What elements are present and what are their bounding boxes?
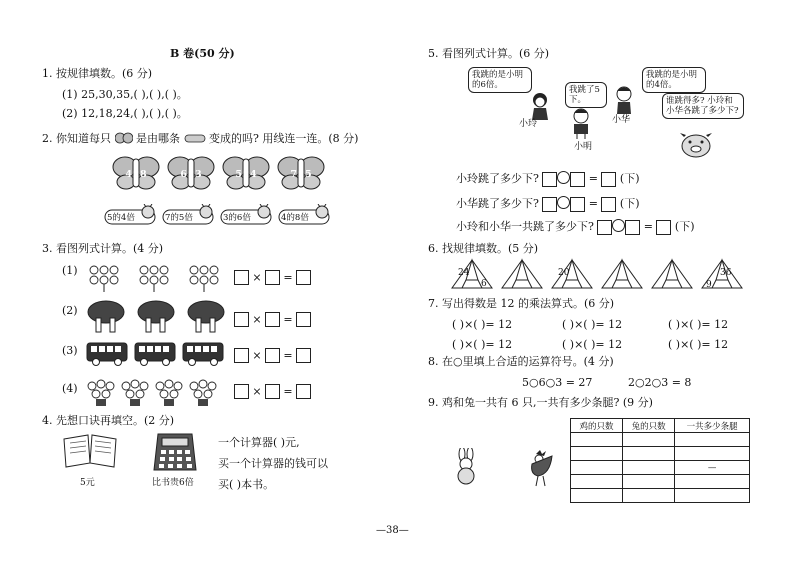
q3-row-label: (1)	[62, 264, 78, 277]
table-cell[interactable]	[623, 461, 675, 475]
q6-heading: 6. 找规律填数。(5 分)	[428, 242, 539, 255]
table-row	[571, 461, 750, 475]
equals-sign: =	[588, 197, 599, 210]
bus-group-icon	[86, 341, 226, 369]
table-cell[interactable]	[571, 461, 623, 475]
q7-item[interactable]: ( )×( )= 12	[562, 318, 623, 331]
equals-sign: =	[283, 349, 293, 362]
q8-equation[interactable]: 2○2○3 = 8	[628, 376, 692, 389]
q5-question: 小玲和小华一共跳了多少下?	[456, 220, 594, 233]
butterfly[interactable]	[222, 155, 270, 191]
caterpillar-icon	[184, 133, 206, 143]
caterpillar[interactable]	[162, 204, 216, 226]
table-cell[interactable]	[571, 489, 623, 503]
book-icon	[62, 433, 118, 471]
answer-box[interactable]	[570, 197, 585, 212]
q2-heading-b: 是由哪条	[136, 132, 180, 145]
answer-box[interactable]	[542, 172, 557, 187]
table-header: 兔的只数	[623, 419, 675, 433]
butterfly-icon	[115, 132, 133, 144]
q5-question-row	[456, 171, 640, 187]
book-price: 5元	[80, 478, 95, 488]
triangle-top-value[interactable]: 36	[720, 268, 732, 278]
table-cell[interactable]	[675, 475, 750, 489]
butterfly-label: 4×8	[125, 169, 147, 180]
q3-equation	[234, 384, 311, 399]
speech-bubble: 谁跳得多? 小玲和小华各跳了多少下?	[662, 93, 744, 119]
q5-question: 小华跳了多少下?	[456, 197, 539, 210]
triangle-left-value[interactable]: 24	[458, 268, 470, 278]
q4-heading: 4. 先想口诀再填空。(2 分)	[42, 414, 175, 427]
flower-group-icon	[86, 262, 226, 294]
unit-label: (下)	[619, 172, 640, 185]
page-number: —38—	[376, 525, 409, 536]
butterfly[interactable]	[112, 155, 160, 191]
calculator-caption: 比书贵6倍	[152, 478, 194, 488]
q4-text-line: 买( )本书。	[218, 478, 275, 491]
table-row	[571, 433, 750, 447]
q3-heading: 3. 看图列式计算。(4 分)	[42, 242, 164, 255]
answer-box[interactable]	[265, 348, 280, 363]
table-cell[interactable]: —	[675, 461, 750, 475]
caterpillar-label: 3的6倍	[223, 213, 251, 223]
times-sign: ×	[252, 385, 262, 398]
operator-circle[interactable]	[557, 171, 570, 184]
answer-box[interactable]	[597, 220, 612, 235]
unit-label: (下)	[619, 197, 640, 210]
q7-item[interactable]: ( )×( )= 12	[452, 338, 513, 351]
answer-box[interactable]	[265, 312, 280, 327]
q1-line-2: (2) 12,18,24,( ),( ),( )。	[62, 107, 188, 120]
answer-box[interactable]	[601, 172, 616, 187]
answer-box[interactable]	[296, 312, 311, 327]
q5-question: 小玲跳了多少下?	[456, 172, 539, 185]
answer-box[interactable]	[656, 220, 671, 235]
table-cell[interactable]	[675, 489, 750, 503]
triangle-right-value[interactable]: 6	[481, 279, 487, 289]
q3-row-label: (4)	[62, 382, 78, 395]
equals-sign: =	[283, 271, 293, 284]
q3-equation	[234, 312, 311, 327]
butterfly-label: 5×4	[235, 169, 257, 180]
triangle-left-value[interactable]: 20	[558, 268, 570, 278]
chicken-rabbit-table	[570, 418, 750, 503]
table-cell[interactable]	[571, 447, 623, 461]
answer-box[interactable]	[265, 270, 280, 285]
answer-box[interactable]	[542, 197, 557, 212]
answer-box[interactable]	[601, 197, 616, 212]
table-cell[interactable]	[571, 433, 623, 447]
q5-question-row	[456, 196, 640, 212]
speech-bubble: 我跳了5下。	[565, 82, 607, 108]
times-sign: ×	[252, 271, 262, 284]
table-cell[interactable]	[571, 475, 623, 489]
q7-item[interactable]: ( )×( )= 12	[668, 318, 729, 331]
caterpillar-label: 4的8倍	[281, 213, 309, 223]
q2-heading	[42, 132, 358, 146]
q8-heading: 8. 在○里填上合适的运算符号。(4 分)	[428, 355, 614, 368]
caterpillar[interactable]	[104, 204, 158, 226]
table-header: 一共多少条腿	[675, 419, 750, 433]
table-cell[interactable]	[623, 489, 675, 503]
butterfly[interactable]	[277, 155, 325, 191]
tree-group-icon	[86, 300, 226, 334]
unit-label: (下)	[674, 220, 695, 233]
table-header: 鸡的只数	[571, 419, 623, 433]
q1-line-1: (1) 25,30,35,( ),( ),( )。	[62, 88, 188, 101]
q3-row-label: (2)	[62, 304, 78, 317]
q3-equation	[234, 348, 311, 363]
equals-sign: =	[643, 220, 654, 233]
boy-xiaoming-icon	[568, 108, 594, 140]
flower-bunch-group-icon	[86, 378, 226, 408]
answer-box[interactable]	[234, 384, 249, 399]
q3-row-label: (3)	[62, 344, 78, 357]
answer-box[interactable]	[625, 220, 640, 235]
table-cell[interactable]	[623, 447, 675, 461]
q5-question-row	[456, 219, 695, 235]
answer-box[interactable]	[234, 312, 249, 327]
rabbit-icon	[452, 448, 480, 486]
table-row	[571, 489, 750, 503]
caterpillar-label: 5的4倍	[107, 213, 135, 223]
answer-box[interactable]	[296, 348, 311, 363]
q3-equation	[234, 270, 311, 285]
q9-heading: 9. 鸡和兔一共有 6 只,一共有多少条腿? (9 分)	[428, 396, 653, 409]
operator-circle[interactable]	[557, 196, 570, 209]
q7-item[interactable]: ( )×( )= 12	[668, 338, 729, 351]
table-row	[571, 447, 750, 461]
speech-bubble: 我跳的是小明的4倍。	[642, 67, 706, 93]
answer-box[interactable]	[265, 384, 280, 399]
times-sign: ×	[252, 313, 262, 326]
operator-circle[interactable]	[612, 219, 625, 232]
rooster-icon	[526, 450, 556, 488]
equals-sign: =	[283, 313, 293, 326]
q5-heading: 5. 看图列式计算。(6 分)	[428, 47, 550, 60]
q1-heading: 1. 按规律填数。(6 分)	[42, 67, 153, 80]
butterfly-label: 7×5	[290, 169, 312, 180]
q8-equation[interactable]: 5○6○3 = 27	[522, 376, 593, 389]
table-cell[interactable]	[675, 433, 750, 447]
table-row	[571, 475, 750, 489]
equals-sign: =	[588, 172, 599, 185]
table-cell[interactable]	[623, 475, 675, 489]
triangle-left-value[interactable]: 9	[706, 280, 712, 290]
pig-teacher-icon	[676, 132, 716, 162]
q2-heading-c: 变成的吗? 用线连一连。(8 分)	[209, 132, 359, 145]
q7-item[interactable]: ( )×( )= 12	[452, 318, 513, 331]
boy-xiaohua-icon	[610, 86, 638, 116]
butterfly[interactable]	[167, 155, 215, 191]
speech-bubble: 我跳的是小明的6倍。	[468, 67, 532, 93]
q4-text-line: 一个计算器( )元,	[218, 436, 300, 449]
equals-sign: =	[283, 385, 293, 398]
answer-box[interactable]	[296, 384, 311, 399]
answer-box[interactable]	[296, 270, 311, 285]
name-xiaoling: 小玲	[519, 119, 538, 129]
answer-box[interactable]	[570, 172, 585, 187]
q7-heading: 7. 写出得数是 12 的乘法算式。(6 分)	[428, 297, 615, 310]
answer-box[interactable]	[234, 270, 249, 285]
table-cell[interactable]	[675, 447, 750, 461]
times-sign: ×	[252, 349, 262, 362]
name-xiaoming: 小明	[574, 142, 593, 152]
butterfly-label: 6×3	[180, 169, 202, 180]
name-xiaohua: 小华	[612, 115, 631, 125]
q7-item[interactable]: ( )×( )= 12	[562, 338, 623, 351]
calculator-icon	[152, 432, 198, 472]
number-triangles	[450, 258, 760, 292]
table-cell[interactable]	[623, 433, 675, 447]
q2-heading-a: 2. 你知道每只	[42, 132, 111, 145]
caterpillar[interactable]	[278, 204, 332, 226]
answer-box[interactable]	[234, 348, 249, 363]
caterpillar-label: 7的5倍	[165, 213, 193, 223]
q4-text-line: 买一个计算器的钱可以	[218, 457, 328, 470]
section-title: B 卷(50 分)	[170, 47, 235, 60]
caterpillar[interactable]	[220, 204, 274, 226]
